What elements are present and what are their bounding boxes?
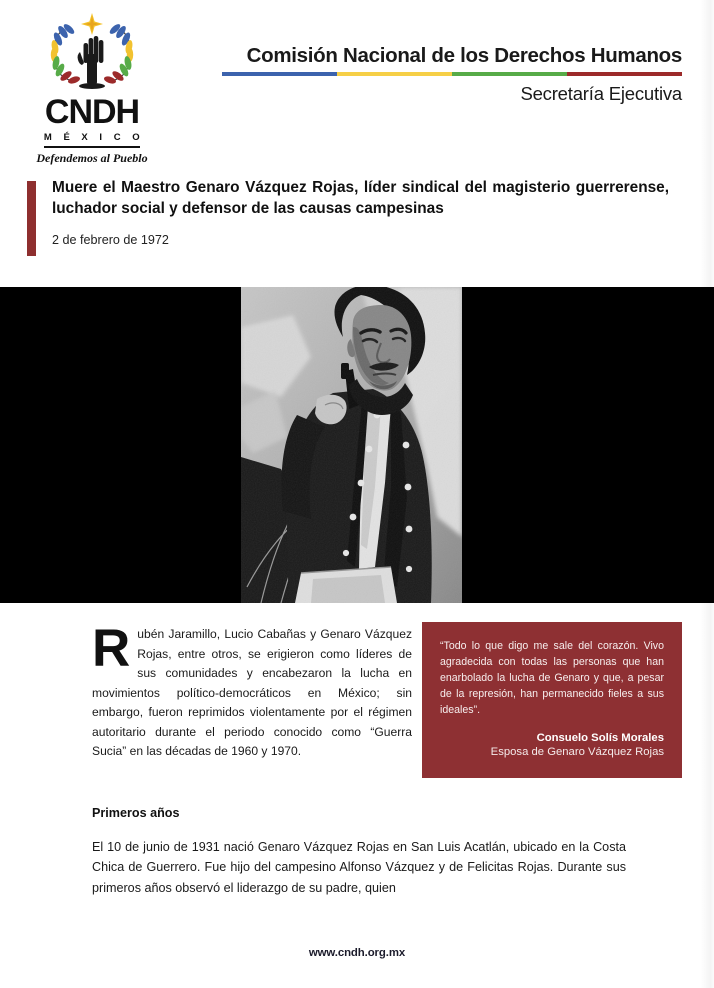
logo-acronym: CNDH bbox=[44, 93, 140, 131]
color-bar-green bbox=[452, 72, 567, 76]
intro-paragraph bbox=[92, 619, 412, 762]
hero-banner bbox=[0, 287, 714, 603]
subdivision-name: Secretaría Ejecutiva bbox=[520, 83, 682, 104]
pull-quote-text: “Todo lo que digo me sale del corazón. Vivo agradecida con todas las personas que han enarbolado la lucha de Genaro y que, a pesar de la represión, han permanecido fieles a sus ideales”. bbox=[440, 640, 664, 717]
logo-country: M É X I C O bbox=[43, 132, 145, 143]
article-title-block bbox=[0, 178, 714, 270]
intro-row bbox=[0, 619, 714, 762]
pull-quote-author: Consuelo Solís Morales bbox=[536, 732, 664, 745]
article-body bbox=[0, 619, 714, 898]
drop-cap: R bbox=[92, 619, 131, 678]
title-accent-bar bbox=[27, 181, 36, 256]
intro-paragraph-text: ubén Jaramillo, Lucio Cabañas y Genaro Vázquez Rojas, entre otros, se erigieron como líderes de sus comunidades y encabezaron la lucha en movimientos político-democráticos en México; sin embargo, fueron reprimidos violentamente por el régimen autoritario durante el periodo conocido como “Guerra Sucia” en las décadas de 1960 y 1970. bbox=[92, 627, 412, 759]
pull-quote-role: Esposa de Genaro Vázquez Rojas bbox=[490, 746, 664, 759]
page-title: Muere el Maestro Genaro Vázquez Rojas, líder sindical del magisterio guerrerense, luchador social y defensor de las causas campesinas bbox=[52, 179, 669, 217]
document-footer bbox=[0, 943, 714, 961]
laurel-right bbox=[103, 22, 133, 85]
star-icon bbox=[81, 13, 103, 35]
section-paragraph: El 10 de junio de 1931 nació Genaro Vázquez Rojas en San Luis Acatlán, ubicado en la Costa Chica de Guerrero. Fue hijo del campesino Alfonso Vázquez y de Felicitas Rojas. Durante sus primeros años observó el liderazgo de su padre, quien bbox=[92, 840, 626, 895]
pull-quote-box bbox=[422, 622, 682, 778]
raised-hand-icon bbox=[78, 36, 105, 89]
section-heading-primeros-anos: Primeros años bbox=[92, 806, 180, 821]
genaro-vazquez-rojas-photo bbox=[241, 287, 462, 603]
brand-color-bar bbox=[222, 72, 682, 76]
header-titles bbox=[222, 44, 682, 105]
institution-name: Comisión Nacional de los Derechos Humanos bbox=[246, 44, 682, 67]
logo-motto: Defendemos al Pueblo bbox=[36, 150, 148, 165]
laurel-left bbox=[50, 22, 80, 85]
logo-divider bbox=[44, 146, 140, 148]
cndh-logo bbox=[28, 8, 156, 165]
article-date: 2 de febrero de 1972 bbox=[52, 232, 169, 247]
footer-url-link[interactable]: www.cndh.org.mx bbox=[308, 947, 406, 959]
color-bar-yellow bbox=[337, 72, 452, 76]
hand-laurel-star-emblem-icon bbox=[28, 8, 156, 94]
document-header bbox=[0, 0, 714, 170]
color-bar-blue bbox=[222, 72, 337, 76]
color-bar-red bbox=[567, 72, 682, 76]
